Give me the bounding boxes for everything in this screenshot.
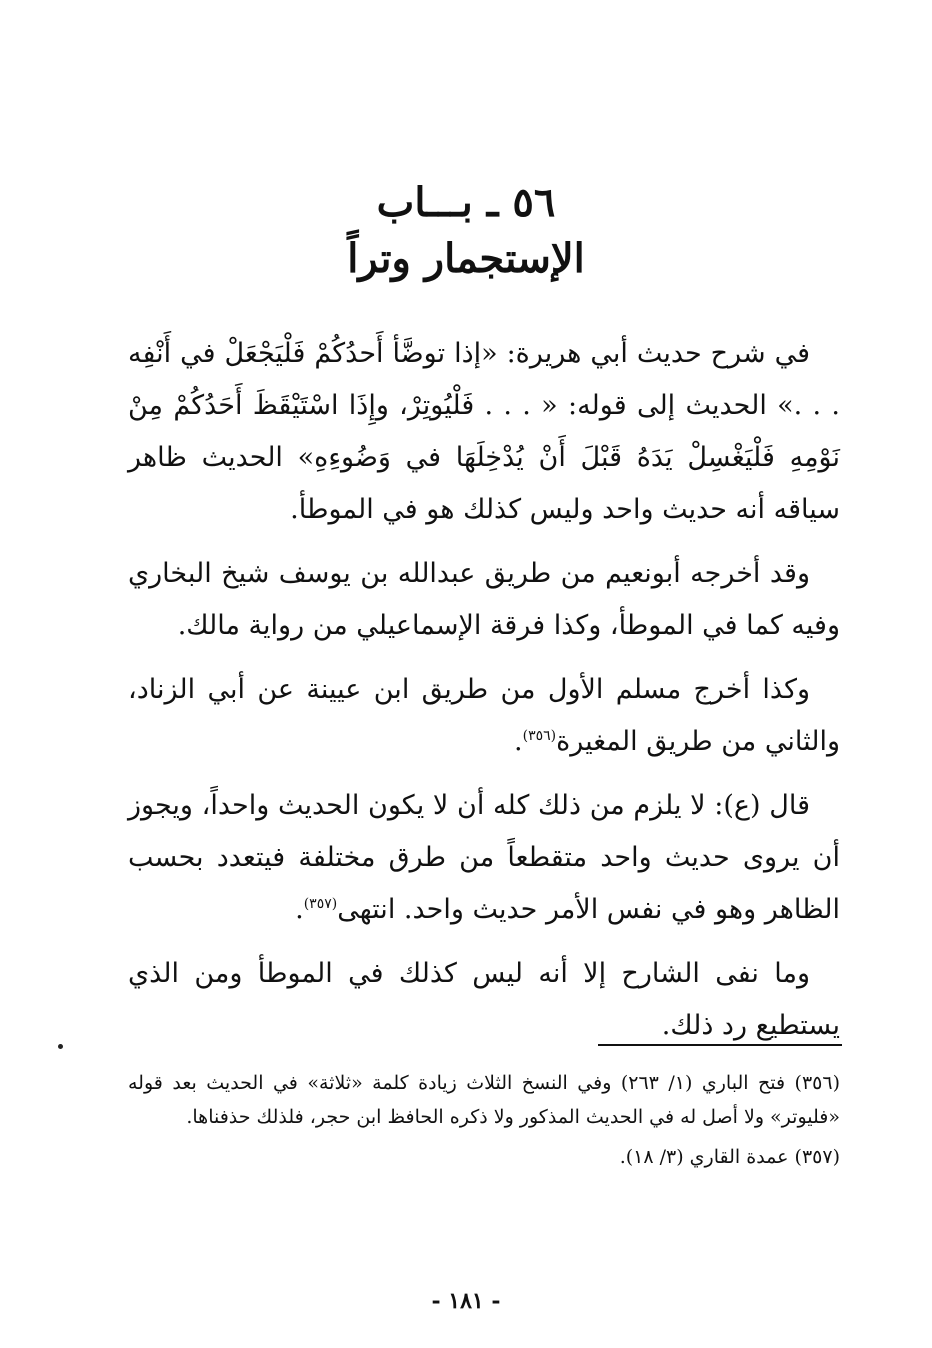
- footnote-357: (٣٥٧) عمدة القاري (٣/ ١٨).: [619, 1146, 840, 1168]
- paragraph-5: [128, 948, 840, 1052]
- paragraph-3: [128, 664, 840, 768]
- paragraph-text: وقد أخرجه أبونعيم من طريق عبدالله بن يوسف شيخ البخاري وفيه كما في الموطأ، وكذا فرقة الإسماعيلي من رواية مالك.: [128, 558, 840, 641]
- paragraph-text: في شرح حديث أبي هريرة: «إذا توضَّأ أَحدُكُمْ فَلْيَجْعَلْ في أَنْفِه . . .» الحديث إلى قوله: « . . . فَلْيُوتِرْ، وإِذَا اسْتَيْقَظَ أَحَدُكُمْ مِنْ نَوْمِهِ فَلْيَغْسِلْ يَدَهُ قَبْلَ أَنْ يُدْخِلَهَا في وَضُوءِهِ» الحديث ظاهر سياقه أنه حديث واحد وليس كذلك هو في الموطأ.: [128, 338, 840, 525]
- footnotes: [128, 1066, 840, 1180]
- footnote-ref-356[interactable]: (٣٥٦): [522, 728, 557, 744]
- scan-speck: [58, 1044, 63, 1049]
- chapter-number: ٥٦ ـ بـــاب: [376, 179, 556, 226]
- paragraph-1: [128, 328, 840, 536]
- footnote-356: (٣٥٦) فتح الباري (١/ ٢٦٣) وفي النسخ الثلاث زيادة كلمة «ثلاثة» في الحديث بعد قوله «فليوتر» ولا أصل له في الحديث المذكور ولا ذكره الحافظ ابن حجر، فلذلك حذفناها.: [128, 1072, 840, 1128]
- paragraph-2: [128, 548, 840, 652]
- paragraph-text: وكذا أخرج مسلم الأول من طريق ابن عيينة عن أبي الزناد، والثاني من طريق المغيرة: [128, 674, 840, 757]
- chapter-title: الإستجمار وتراً: [347, 235, 585, 282]
- paragraph-end-mark: .: [295, 894, 304, 925]
- paragraph-4: [128, 780, 840, 936]
- body-text: [128, 328, 840, 1064]
- page-number: - ١٨١ -: [431, 1288, 501, 1314]
- paragraph-end-mark: .: [514, 726, 523, 757]
- footnote-separator: [598, 1044, 842, 1046]
- paragraph-text: قال (ع): لا يلزم من ذلك كله أن لا يكون الحديث واحداً، ويجوز أن يروى حديث واحد متقطعاً من طرق مختلفة فيتعدد بحسب الظاهر وهو في نفس الأمر حديث واحد. انتهى: [128, 790, 840, 925]
- paragraph-text: وما نفى الشارح إلا أنه ليس كذلك في الموطأ ومن الذي يستطيع رد ذلك.: [128, 958, 840, 1041]
- footnote-ref-357[interactable]: (٣٥٧): [303, 896, 338, 912]
